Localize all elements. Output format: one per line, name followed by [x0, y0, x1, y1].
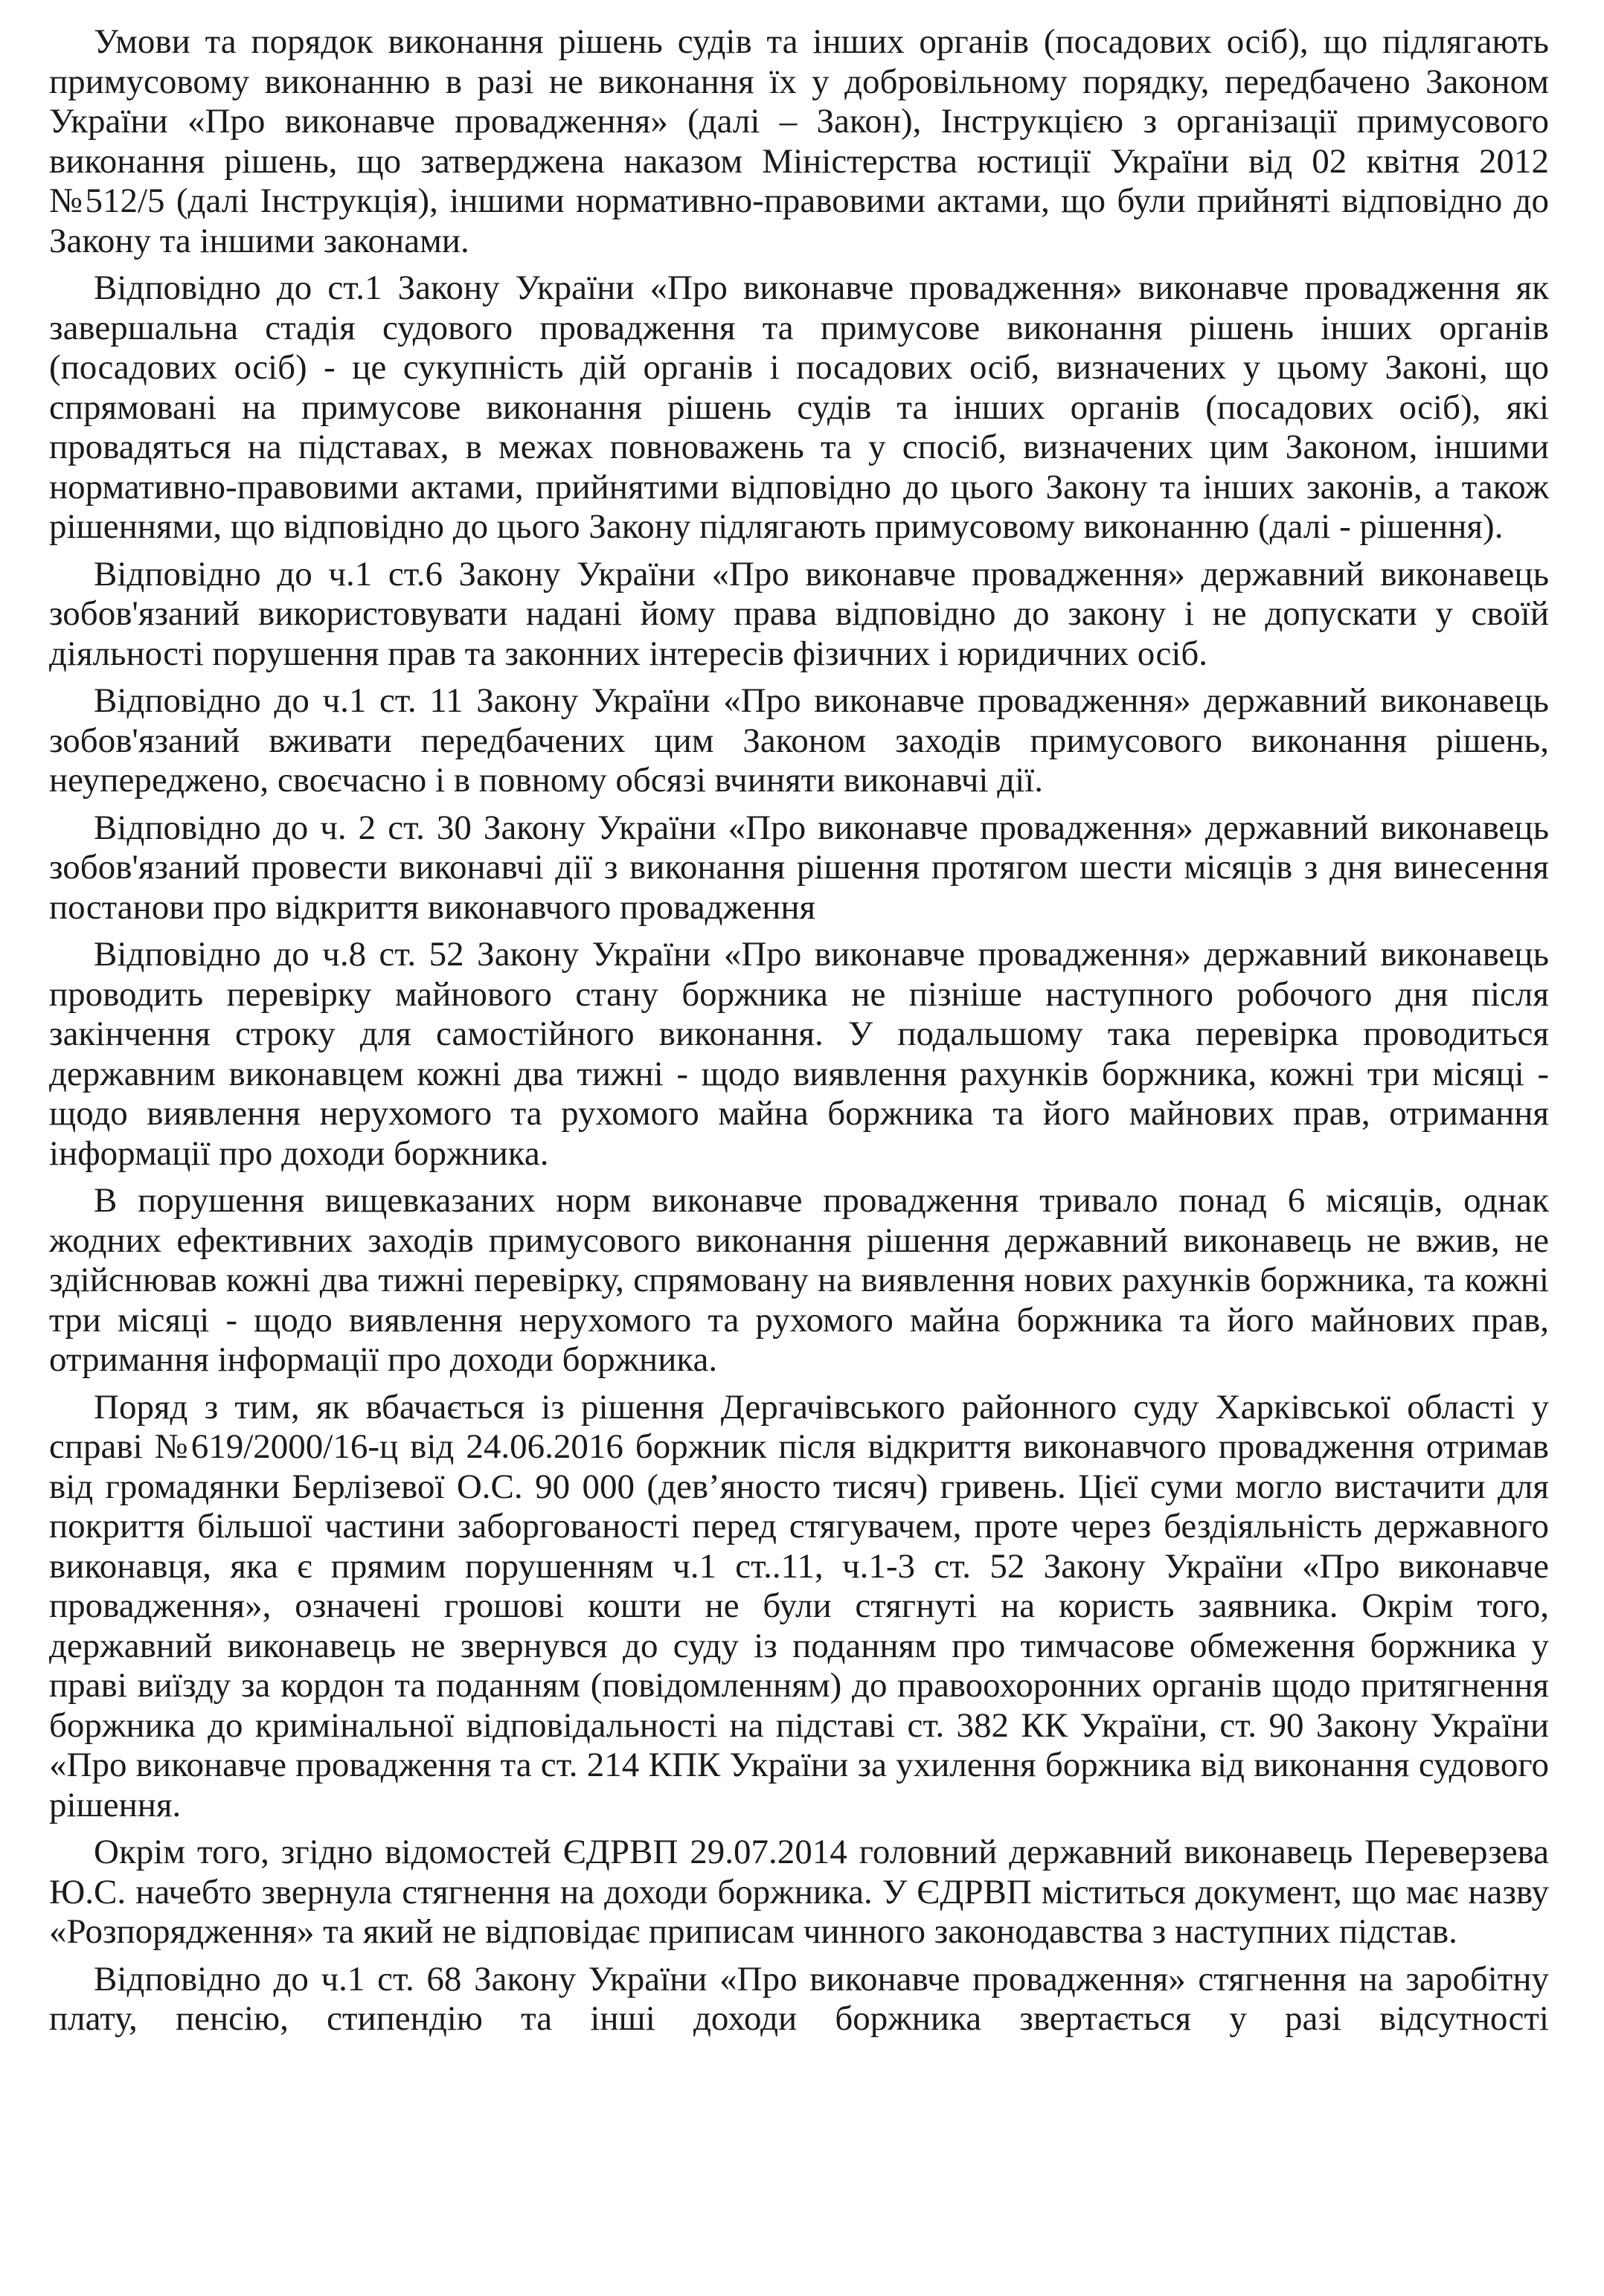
paragraph-3: Відповідно до ч.1 ст.6 Закону України «Про виконавче провадження» державний виконавець зобов'язаний використовувати надані йому права відповідно до закону і не допускати у своїй діяльності порушення прав та законних інтересів фізичних і юридичних осіб.: [49, 554, 1549, 673]
paragraph-4: Відповідно до ч.1 ст. 11 Закону України «Про виконавче провадження» державний виконавець зобов'язаний вживати передбачених цим Законом заходів примусового виконання рішень, неупереджено, своєчасно і в повному обсязі вчиняти виконавчі дії.: [49, 681, 1549, 800]
paragraph-8: Поряд з тим, як вбачається із рішення Дергачівського районного суду Харківської області у справі №619/2000/16-ц від 24.06.2016 боржник після відкриття виконавчого провадження отримав від громадянки Берлізевої О.С. 90 000 (дев’яносто тисяч) гривень. Цієї суми могло вистачити для покриття більшої частини заборгованості перед стягувачем, проте через бездіяльність державного виконавця, яка є прямим порушенням ч.1 ст..11, ч.1-3 ст. 52 Закону України «Про виконавче провадження», означені грошові кошти не були стягнуті на користь заявника. Окрім того, державний виконавець не звернувся до суду із поданням про тимчасове обмеження боржника у праві виїзду за кордон та поданням (повідомленням) до правоохоронних органів щодо притягнення боржника до кримінальної відповідальності на підставі ст. 382 КК України, ст. 90 Закону України «Про виконавче провадження та ст. 214 КПК України за ухилення боржника від виконання судового рішення.: [49, 1387, 1549, 1824]
paragraph-7: В порушення вищевказаних норм виконавче провадження тривало понад 6 місяців, однак жодних ефективних заходів примусового виконання рішення державний виконавець не вжив, не здійснював кожні два тижні перевірку, спрямовану на виявлення нових рахунків боржника, та кожні три місяці - щодо виявлення нерухомого та рухомого майна боржника та його майнових прав, отримання інформації про доходи боржника.: [49, 1181, 1549, 1379]
paragraph-2: Відповідно до ст.1 Закону України «Про виконавче провадження» виконавче провадження як завершальна стадія судового провадження та примусове виконання рішень інших органів (посадових осіб) - це сукупність дій органів і посадових осіб, визначених у цьому Законі, що спрямовані на примусове виконання рішень судів та інших органів (посадових осіб), які провадяться на підставах, в межах повноважень та у спосіб, визначених цим Законом, іншими нормативно-правовими актами, прийнятими відповідно до цього Закону та інших законів, а також рішеннями, що відповідно до цього Закону підлягають примусовому виконанню (далі - рішення).: [49, 268, 1549, 546]
paragraph-5: Відповідно до ч. 2 ст. 30 Закону України «Про виконавче провадження» державний виконавець зобов'язаний провести виконавчі дії з виконання рішення протягом шести місяців з дня винесення постанови про відкриття виконавчого провадження: [49, 808, 1549, 927]
paragraph-1: Умови та порядок виконання рішень судів та інших органів (посадових осіб), що підлягають примусовому виконанню в разі не виконання їх у добровільному порядку, передбачено Законом України «Про виконавче провадження» (далі – Закон), Інструкцією з організації примусового виконання рішень, що затверджена наказом Міністерства юстиції України від 02 квітня 2012 №512/5 (далі Інструкція), іншими нормативно-правовими актами, що були прийняті відповідно до Закону та іншими законами.: [49, 22, 1549, 260]
paragraph-9: Окрім того, згідно відомостей ЄДРВП 29.07.2014 головний державний виконавець Переверзева Ю.С. начебто звернула стягнення на доходи боржника. У ЄДРВП міститься документ, що має назву «Розпорядження» та який не відповідає приписам чинного законодавства з наступних підстав.: [49, 1833, 1549, 1951]
paragraph-10: Відповідно до ч.1 ст. 68 Закону України «Про виконавче провадження» стягнення на заробітну плату, пенсію, стипендію та інші доходи боржника звертається у разі відсутності: [49, 1959, 1549, 2038]
paragraph-6: Відповідно до ч.8 ст. 52 Закону України «Про виконавче провадження» державний виконавець проводить перевірку майнового стану боржника не пізніше наступного робочого дня після закінчення строку для самостійного виконання. У подальшому така перевірка проводиться державним виконавцем кожні два тижні - щодо виявлення рахунків боржника, кожні три місяці - щодо виявлення нерухомого та рухомого майна боржника та його майнових прав, отримання інформації про доходи боржника.: [49, 935, 1549, 1173]
document-body: [49, 22, 1549, 2039]
